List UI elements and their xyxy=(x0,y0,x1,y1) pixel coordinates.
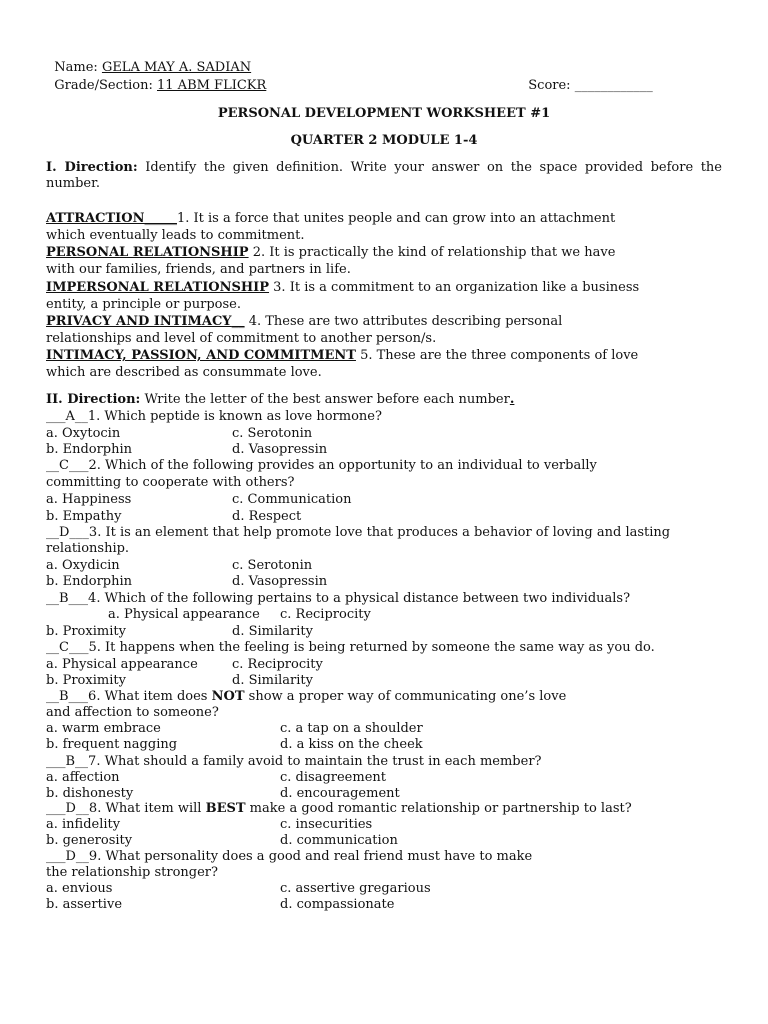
q9-option-c: c. assertive gregarious xyxy=(280,881,431,896)
q5-option-b: b. Proximity xyxy=(46,673,126,688)
score-blank: ____________ xyxy=(574,78,653,93)
def-answer-1: ATTRACTION xyxy=(46,211,145,226)
part2-label: II. Direction: xyxy=(46,392,141,407)
question-6-cont: and affection to someone? xyxy=(46,705,219,720)
question-3-cont: relationship. xyxy=(46,541,130,556)
def-item-1: ATTRACTION_____1. It is a force that unites people and can grow into an attachment xyxy=(46,211,616,226)
q5-option-c: c. Reciprocity xyxy=(232,657,323,672)
q8-option-b: b. generosity xyxy=(46,833,133,848)
name-value: GELA MAY A. SADIAN xyxy=(101,60,252,75)
def-item-4-cont: relationships and level of commitment to another person/s. xyxy=(46,331,437,346)
question-2-cont: committing to cooperate with others? xyxy=(46,475,295,490)
q9-option-d: d. compassionate xyxy=(280,897,395,912)
q5-option-d: d. Similarity xyxy=(232,673,313,688)
def-item-4: PRIVACY AND INTIMACY__ 4. These are two attributes describing personal xyxy=(46,314,563,329)
q1-option-b: b. Endorphin xyxy=(46,442,133,457)
def-item-2-cont: with our families, friends, and partners in life. xyxy=(46,262,351,277)
q8-option-c: c. insecurities xyxy=(280,817,373,832)
score-label: Score: xyxy=(528,78,571,93)
part1-text: Identify the given definition. Write your answer on the space provided before the number. xyxy=(46,160,722,191)
q7-option-d: d. encouragement xyxy=(280,786,400,801)
question-1: ___A__1. Which peptide is known as love hormone? xyxy=(46,409,382,424)
q6-option-d: d. a kiss on the cheek xyxy=(280,737,423,752)
question-7: ___B__7. What should a family avoid to maintain the trust in each member? xyxy=(46,754,542,769)
q4-option-d: d. Similarity xyxy=(232,624,313,639)
q5-option-a: a. Physical appearance xyxy=(46,657,198,672)
worksheet-subtitle: QUARTER 2 MODULE 1-4 xyxy=(290,133,478,148)
q2-option-c: c. Communication xyxy=(232,492,352,507)
q7-option-c: c. disagreement xyxy=(280,770,386,785)
q2-option-a: a. Happiness xyxy=(46,492,132,507)
q1-option-a: a. Oxytocin xyxy=(46,426,121,441)
grade-value: 11 ABM FLICKR xyxy=(157,78,267,93)
def-item-2: PERSONAL RELATIONSHIP 2. It is practically the kind of relationship that we have xyxy=(46,245,616,260)
question-4: __B___4. Which of the following pertains to a physical distance between two individuals? xyxy=(46,591,631,606)
q1-option-c: c. Serotonin xyxy=(232,426,313,441)
question-6: __B___6. What item does NOT show a proper way of communicating one’s love xyxy=(46,689,567,704)
grade-row xyxy=(46,62,266,94)
question-5: __C___5. It happens when the feeling is being returned by someone the same way as you do. xyxy=(46,640,655,655)
q6-option-c: c. a tap on a shoulder xyxy=(280,721,423,736)
grade-label: Grade/Section: xyxy=(54,78,153,93)
question-2: __C___2. Which of the following provides an opportunity to an individual to verbally xyxy=(46,458,597,473)
q2-option-d: d. Respect xyxy=(232,509,302,524)
def-item-5: INTIMACY, PASSION, AND COMMITMENT 5. These are the three components of love xyxy=(46,348,639,363)
score-row xyxy=(520,62,653,94)
def-item-3: IMPERSONAL RELATIONSHIP 3. It is a commitment to an organization like a business xyxy=(46,280,640,295)
def-item-3-cont: entity, a principle or purpose. xyxy=(46,297,241,312)
part2-direction: II. Direction: Write the letter of the best answer before each number. xyxy=(46,392,515,407)
def-answer-4: PRIVACY AND INTIMACY xyxy=(46,314,232,329)
q9-option-a: a. envious xyxy=(46,881,113,896)
q4-option-c: c. Reciprocity xyxy=(280,607,371,622)
question-3: __D___3. It is an element that help promote love that produces a behavior of loving and lasting xyxy=(46,525,671,540)
worksheet-title: PERSONAL DEVELOPMENT WORKSHEET #1 xyxy=(217,106,551,121)
q2-option-b: b. Empathy xyxy=(46,509,122,524)
q4-option-b: b. Proximity xyxy=(46,624,126,639)
q4-option-a: a. Physical appearance xyxy=(108,607,260,622)
q1-option-d: d. Vasopressin xyxy=(232,442,328,457)
question-9: ___D__9. What personality does a good and real friend must have to make xyxy=(46,849,533,864)
q3-option-d: d. Vasopressin xyxy=(232,574,328,589)
q9-option-b: b. assertive xyxy=(46,897,123,912)
q3-option-b: b. Endorphin xyxy=(46,574,133,589)
def-answer-3: IMPERSONAL RELATIONSHIP xyxy=(46,280,270,295)
q7-option-b: b. dishonesty xyxy=(46,786,134,801)
question-8: ___D__8. What item will BEST make a good romantic relationship or partnership to last? xyxy=(46,801,632,816)
def-item-5-cont: which are described as consummate love. xyxy=(46,365,322,380)
q3-option-c: c. Serotonin xyxy=(232,558,313,573)
q6-option-b: b. frequent nagging xyxy=(46,737,178,752)
q8-option-a: a. infidelity xyxy=(46,817,121,832)
question-9-cont: the relationship stronger? xyxy=(46,865,218,880)
q7-option-a: a. affection xyxy=(46,770,120,785)
part1-direction xyxy=(46,160,722,192)
name-label: Name: xyxy=(54,60,98,75)
q6-option-a: a. warm embrace xyxy=(46,721,161,736)
def-answer-2: PERSONAL RELATIONSHIP xyxy=(46,245,249,260)
q3-option-a: a. Oxydicin xyxy=(46,558,120,573)
q8-option-d: d. communication xyxy=(280,833,398,848)
part1-label: I. Direction: xyxy=(46,160,138,175)
def-item-1-cont: which eventually leads to commitment. xyxy=(46,228,305,243)
def-answer-5: INTIMACY, PASSION, AND COMMITMENT xyxy=(46,348,356,363)
